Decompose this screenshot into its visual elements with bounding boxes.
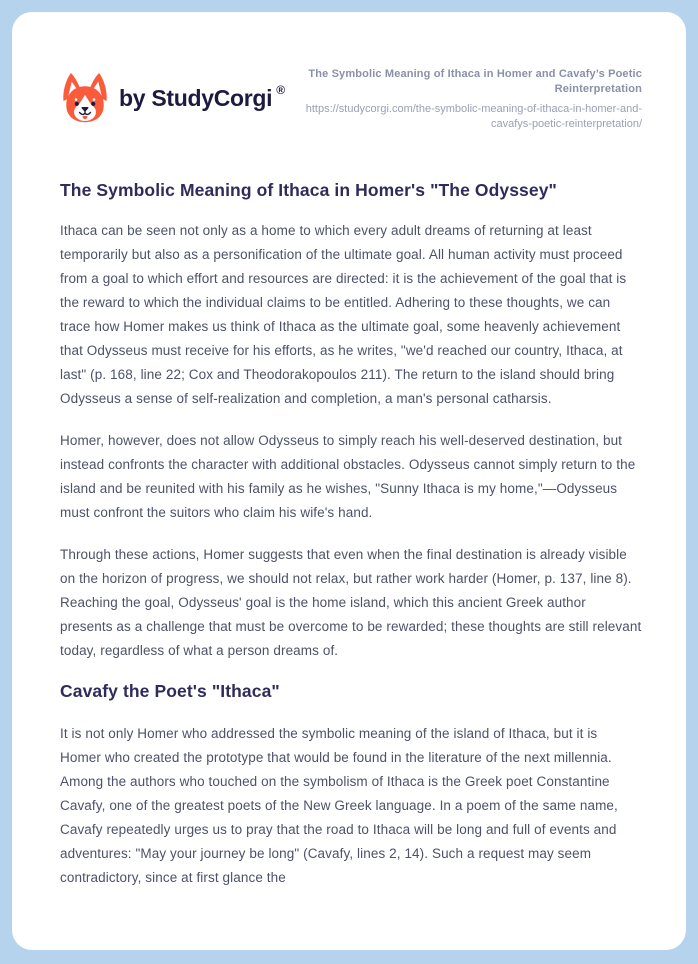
brand — [60, 71, 285, 125]
section-heading-cavafy: Cavafy the Poet's "Ithaca" — [60, 681, 280, 701]
brand-name-text: by StudyCorgi — [119, 84, 273, 111]
document-meta — [300, 66, 642, 131]
paragraph: Through these actions, Homer suggests that even when the final destination is already visible on the horizon of progress, we should not relax, but rather work harder (Homer, p. 137, line 8). Reaching the goal, Odysseus' goal is the home island, which this ancient Greek author presents as a challenge that must be overcome to be rewarded; these thoughts are still relevant today, regardless of what a person dreams of. — [60, 547, 642, 658]
paragraph: Ithaca can be seen not only as a home to which every adult dreams of returning at least temporarily but also as a personification of the ultimate goal. All human activity must proceed from a goal to which effort and resources are directed: it is the achievement of the goal that is the reward to which the individual claims to be entitled. Adhering to these thoughts, we can trace how Homer makes us think of Ithaca as the ultimate goal, some heavenly achievement that Odysseus must receive for his efforts, as he writes, "we'd reached our country, Ithaca, at last" (p. 168, line 22; Cox and Theodorakopoulos 211). The return to the island should bring Odysseus a sense of self-realization and completion, a man's personal catharsis. — [60, 223, 627, 406]
document-header — [60, 66, 642, 131]
document-title: The Symbolic Meaning of Ithaca in Homer and Cavafy’s Poetic Reinterpretation — [308, 68, 642, 95]
document-card — [12, 12, 686, 950]
registered-trademark-symbol: ® — [276, 82, 285, 97]
source-url-link[interactable]: https://studycorgi.com/the-symbolic-meaning-of-ithaca-in-homer-and-cavafys-poetic-reinterpretation/ — [305, 103, 642, 130]
paragraph: Homer, however, does not allow Odysseus to simply reach his well-deserved destination, but instead confronts the character with additional obstacles. Odysseus cannot simply return to the island and be reunited with his family as he wishes, "Sunny Ithaca is my home,"—Odysseus must confront the suitors who claim his wife's hand. — [60, 433, 636, 520]
article-body — [60, 180, 642, 890]
section-heading-odyssey: The Symbolic Meaning of Ithaca in Homer's "The Odyssey" — [60, 180, 557, 200]
brand-name — [119, 82, 285, 112]
paragraph: It is not only Homer who addressed the symbolic meaning of the island of Ithaca, but it is Homer who created the prototype that would be found in the literature of the next millennia. Among the authors who touched on the symbolism of Ithaca is the Greek poet Constantine Cavafy, one of the greatest poets of the New Greek language. In a poem of the same name, Cavafy repeatedly urges us to pray that the road to Ithaca will be long and full of events and adventures: "May your journey be long" (Cavafy, lines 2, 14). Such a request may seem contradictory, since at first glance the — [60, 726, 618, 885]
corgi-logo-icon — [60, 71, 110, 125]
